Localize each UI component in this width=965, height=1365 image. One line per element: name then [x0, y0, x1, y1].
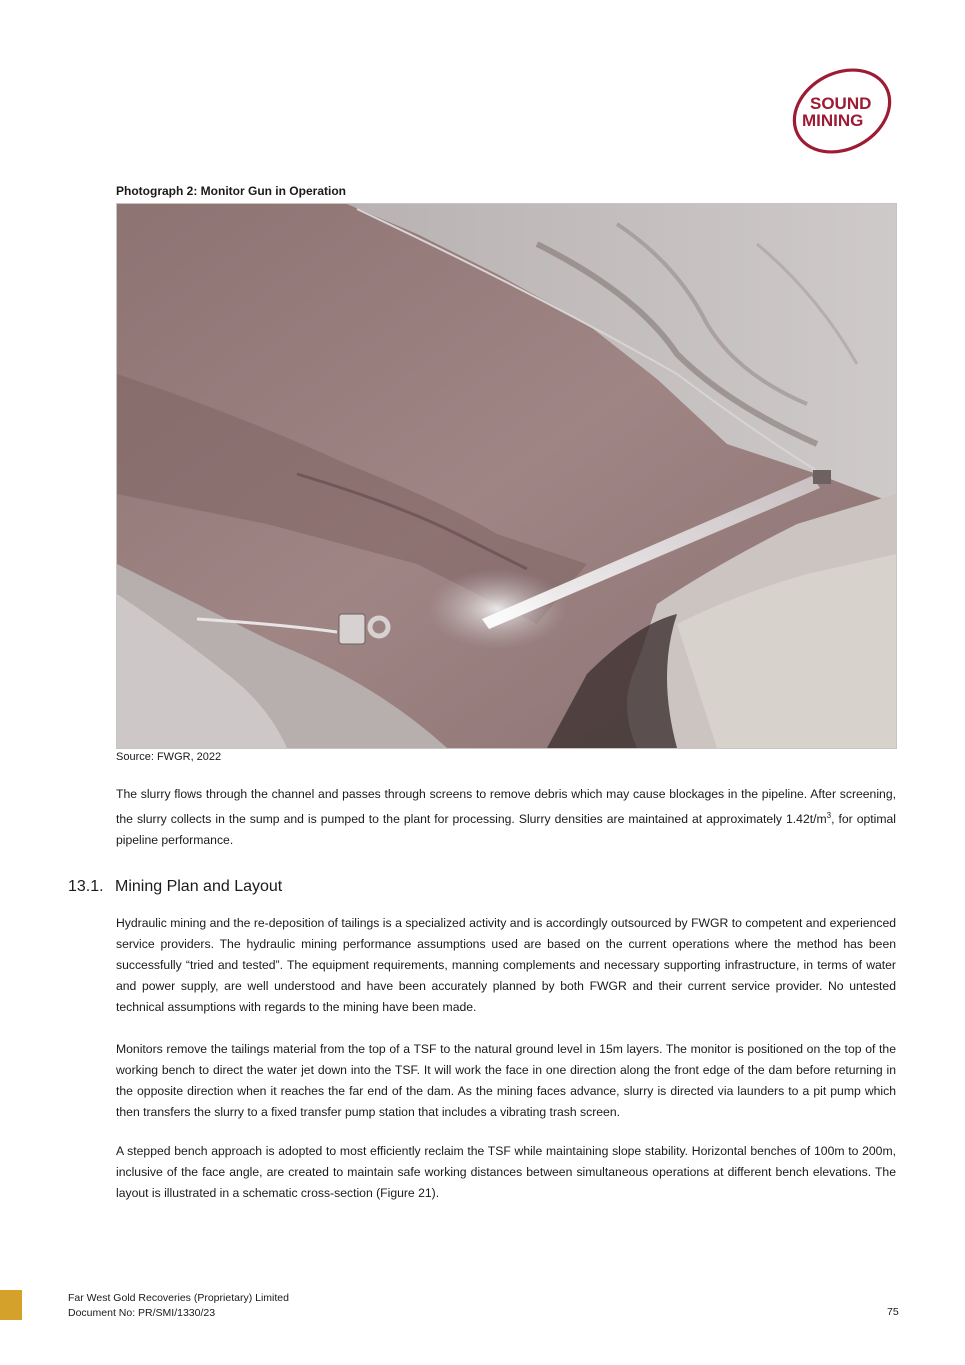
photo-source: Source: FWGR, 2022 — [116, 751, 222, 763]
paragraph-stepped-bench: A stepped bench approach is adopted to most efficiently reclaim the TSF while maintaining slope stability. Horizontal benches of 100m to 200m, inclusive of the face angle, are created to maintain safe working distances between simultaneous operations at different bench elevations. The layout is illustrated in a schematic cross-section (Figure 21). — [116, 1144, 896, 1200]
footer-company: Far West Gold Recoveries (Proprietary) Limited — [68, 1292, 289, 1304]
logo-line1: SOUND — [810, 94, 872, 113]
section-title: Mining Plan and Layout — [115, 878, 283, 895]
footer-document-number: Document No: PR/SMI/1330/23 — [68, 1307, 216, 1319]
paragraph-hydraulic-mining: Hydraulic mining and the re-deposition of tailings is a specialized activity and is accordingly outsourced by FWGR to competent and experienced service providers. The hydraulic mining performance assumptions used are based on the current operations where the method has been successfully “tried and tested”. The equipment requirements, manning complements and necessary supporting infrastructure, in terms of water and power supply, are well understood and have been accurately planned by both FWGR and their current service provider. No untested technical assumptions with regards to the mining have been made. — [116, 916, 896, 1014]
page-number: 75 — [887, 1306, 899, 1318]
section-number: 13.1. — [68, 878, 104, 895]
photo-caption: Photograph 2: Monitor Gun in Operation — [116, 184, 346, 198]
paragraph-slurry-end: , for optimal pipeline performance. — [116, 812, 896, 848]
paragraph-slurry-text: The slurry flows through the channel and passes through screens to remove debris which may cause blockages in the pipeline. After screening, the slurry collects in the sump and is pumped to the plant for processing. Slurry densities are maintained at approximately 1.42t/m — [116, 787, 896, 827]
paragraph-monitors: Monitors remove the tailings material from the top of a TSF to the natural ground level in 15m layers. The monitor is positioned on the top of the working bench to direct the water jet down into the TSF. It will work the face in one direction along the front edge of the dam before returning in the opposite direction when it reaches the far end of the dam. As the mining faces advance, slurry is directed via launders to a pit pump which then transfers the slurry to a fixed transfer pump station that includes a vibrating trash screen. — [116, 1042, 896, 1119]
section-heading — [68, 878, 282, 896]
footer-accent-bar — [0, 1290, 22, 1320]
superscript: 3 — [826, 811, 832, 820]
sound-mining-logo — [782, 66, 900, 158]
logo-line2: MINING — [802, 111, 864, 130]
paragraph-slurry — [116, 784, 896, 851]
footer — [68, 1291, 289, 1321]
monitor-gun-photo — [116, 203, 897, 749]
